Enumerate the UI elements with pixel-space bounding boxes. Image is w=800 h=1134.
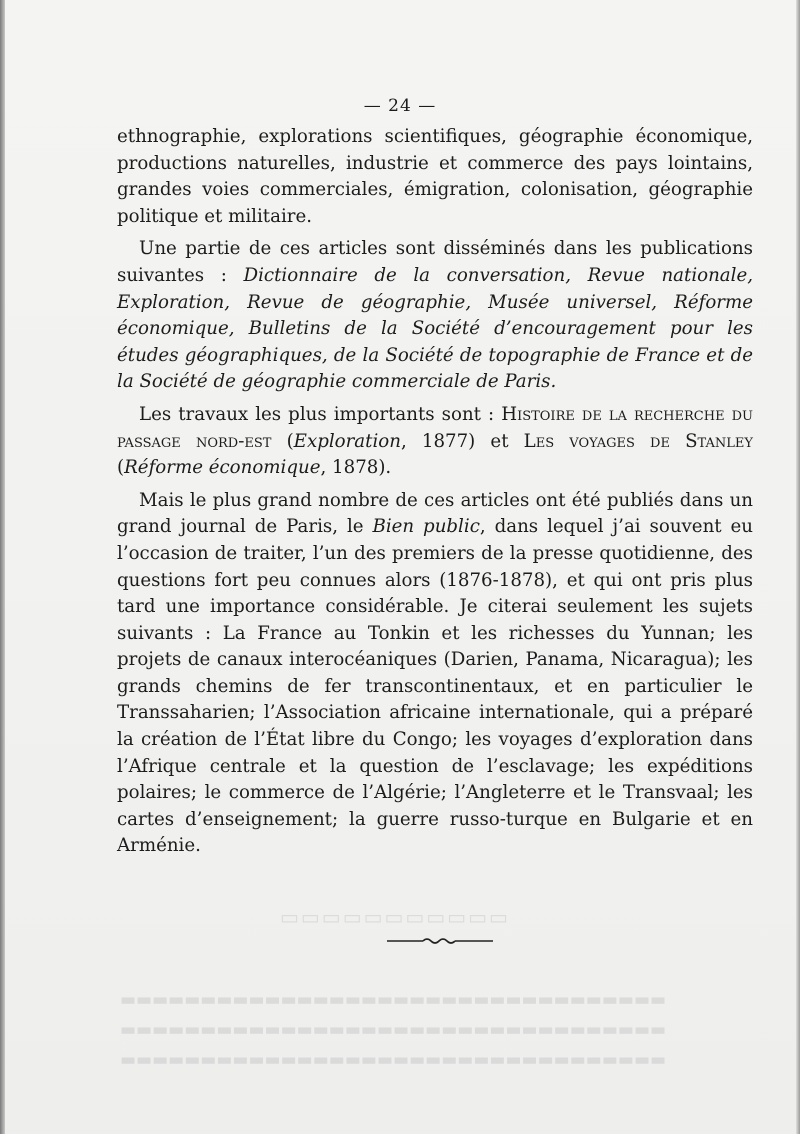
page-number: — 24 — (363, 96, 437, 116)
show-through-text: ▬▬▬▬▬▬▬▬▬▬▬▬▬▬▬▬▬▬▬▬▬▬▬▬▬▬▬▬▬▬▬▬▬▬ (120, 1020, 667, 1040)
show-through-text: ▭▭▭▭▭▭▭▭▭▭▭ (280, 905, 510, 929)
year-1878: , 1878). (320, 457, 392, 479)
paragraph-4 (117, 488, 753, 860)
paragraph-2-intro: Une partie de ces articles sont disséminés dans les publications suivantes : (117, 238, 753, 286)
paragraph-3-intro: Les travaux les plus importants sont : (139, 403, 502, 425)
paren-open: ( (117, 457, 125, 479)
page-left-edge (0, 0, 5, 1134)
show-through-text: ▬▬▬▬▬▬▬▬▬▬▬▬▬▬▬▬▬▬▬▬▬▬▬▬▬▬▬▬▬▬▬▬▬▬ (120, 990, 667, 1010)
journal-bien-public: Bien public (372, 516, 480, 538)
paragraph-4-intro: Mais le plus grand nombre de ces articles ont été publiés dans un grand journal de Paris, le (117, 489, 753, 538)
page-right-edge (796, 0, 800, 1134)
paragraph-1: ethnographie, explorations scientifiques, géographie économique, productions naturelles, industrie et commerce des pays lointains, grandes voies commerciales, émigration, colonisation, géographie politique et militaire. (117, 126, 753, 227)
journal-reforme-economique: Réforme économique (124, 457, 321, 479)
paragraph-4-body: , dans lequel j’ai souvent eu l’occasion de traiter, l’un des premiers de la presse quotidienne, des questions fort peu connues alors (1876-1878), et qui ont pris plus tard une importance considérable. Je citerai seulement les sujets suivants : La France au Tonkin et les richesses du Yunnan; les projets de canaux interocéaniques (Darien, Panama, Nicaragua); les grands chemins de fer transcontinentaux, et en particulier le Transsaharien; l’Association africaine internationale, qui a préparé la création de l’État libre du Congo; les voyages d’exploration dans l’Afrique centrale et la question de l’esclavage; les expéditions polaires; le commerce de l’Algérie; l’Angleterre et le Transvaal; les cartes d’enseignement; la guerre russo-turque en Bulgarie et en Arménie. (117, 516, 754, 857)
paragraph-3 (117, 402, 753, 482)
work-title-passage-nord-est: Histoire de la recherche du passage nord-est (117, 403, 753, 452)
paragraph-2 (117, 236, 753, 396)
journal-exploration: Exploration (293, 430, 401, 452)
year-1877: , 1877) et (400, 430, 524, 452)
publication-list: Dictionnaire de la conversation, Revue nationale, Exploration, Revue de géographie, Musée universel, Réforme économique, Bulletins de la Société d’encouragement pour les études géographiques, de la Société de topographie de France et de la Société de géographie commerciale de Paris. (117, 264, 754, 393)
body-text (117, 124, 753, 860)
paren-open: ( (271, 430, 294, 452)
work-title-voyages-stanley: Les voyages de Stanley (523, 430, 753, 452)
show-through-text: ▬▬▬▬▬▬▬▬▬▬▬▬▬▬▬▬▬▬▬▬▬▬▬▬▬▬▬▬▬▬▬▬▬▬ (120, 1050, 667, 1070)
decorative-rule-ornament-icon (385, 936, 495, 946)
